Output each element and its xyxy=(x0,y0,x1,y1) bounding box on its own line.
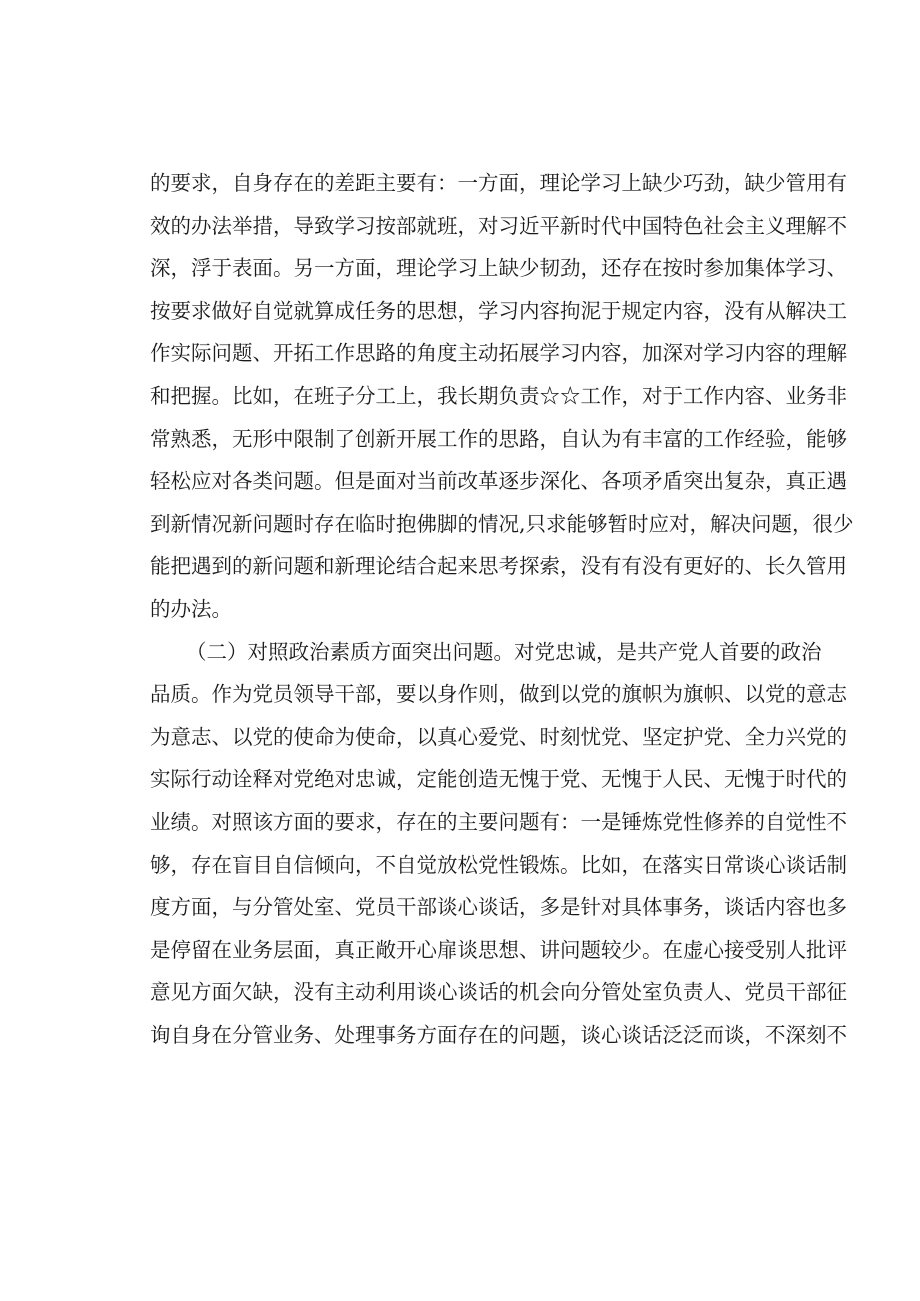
body-text xyxy=(150,162,854,1056)
text-line: 业绩。对照该方面的要求，存在的主要问题有：一是锤炼党性修养的自觉性不 xyxy=(150,809,847,834)
text-line: 作实际问题、开拓工作思路的角度主动拓展学习内容，加深对学习内容的理解 xyxy=(150,341,847,366)
text-line: 深，浮于表面。另一方面，理论学习上缺少韧劲，还存在按时参加集体学习、 xyxy=(150,256,847,281)
paragraph-1 xyxy=(150,162,854,631)
text-line: 的办法。 xyxy=(150,596,232,621)
text-line: 的要求，自身存在的差距主要有：一方面，理论学习上缺少巧劲，缺少管用有 xyxy=(150,171,847,195)
text-line: 实际行动诠释对党绝对忠诚，定能创造无愧于党、无愧于人民、无愧于时代的 xyxy=(150,767,847,792)
text-line: 常熟悉，无形中限制了创新开展工作的思路，自认为有丰富的工作经验，能够 xyxy=(150,426,847,451)
text-line: 能把遇到的新问题和新理论结合起来思考探索，没有有没有更好的、长久管用 xyxy=(150,554,847,579)
text-line: 为意志、以党的使命为使命，以真心爱党、时刻忧党、坚定护党、全力兴党的 xyxy=(150,724,847,749)
text-line: 品质。作为党员领导干部，要以身作则，做到以党的旗帜为旗帜、以党的意志 xyxy=(150,682,847,707)
text-line: 够，存在盲目自信倾向，不自觉放松党性锻炼。比如，在落实日常谈心谈话制 xyxy=(150,852,847,877)
text-line: 轻松应对各类问题。但是面对当前改革逐步深化、各项矛盾突出复杂，真正遇 xyxy=(150,469,847,494)
text-line: 询自身在分管业务、处理事务方面存在的问题，谈心谈话泛泛而谈，不深刻不 xyxy=(150,1022,847,1047)
text-line: 按要求做好自觉就算成任务的思想，学习内容拘泥于规定内容，没有从解决工 xyxy=(150,298,847,323)
text-line: 度方面，与分管处室、党员干部谈心谈话，多是针对具体事务，谈话内容也多 xyxy=(150,895,847,920)
paragraph-2 xyxy=(150,631,847,1057)
text-line: 是停留在业务层面，真正敞开心扉谈思想、讲问题较少。在虚心接受别人批评 xyxy=(150,937,847,962)
text-line: （二）对照政治素质方面突出问题。对党忠诚，是共产党人首要的政治 xyxy=(186,639,822,664)
text-line: 和把握。比如，在班子分工上，我长期负责☆☆工作，对于工作内容、业务非 xyxy=(150,383,847,408)
text-line: 到新情况新问题时存在临时抱佛脚的情况,只求能够暂时应对，解决问题，很少 xyxy=(150,511,854,536)
text-line: 效的办法举措，导致学习按部就班，对习近平新时代中国特色社会主义理解不 xyxy=(150,213,847,238)
text-line: 意见方面欠缺，没有主动利用谈心谈话的机会向分管处室负责人、党员干部征 xyxy=(150,980,847,1005)
